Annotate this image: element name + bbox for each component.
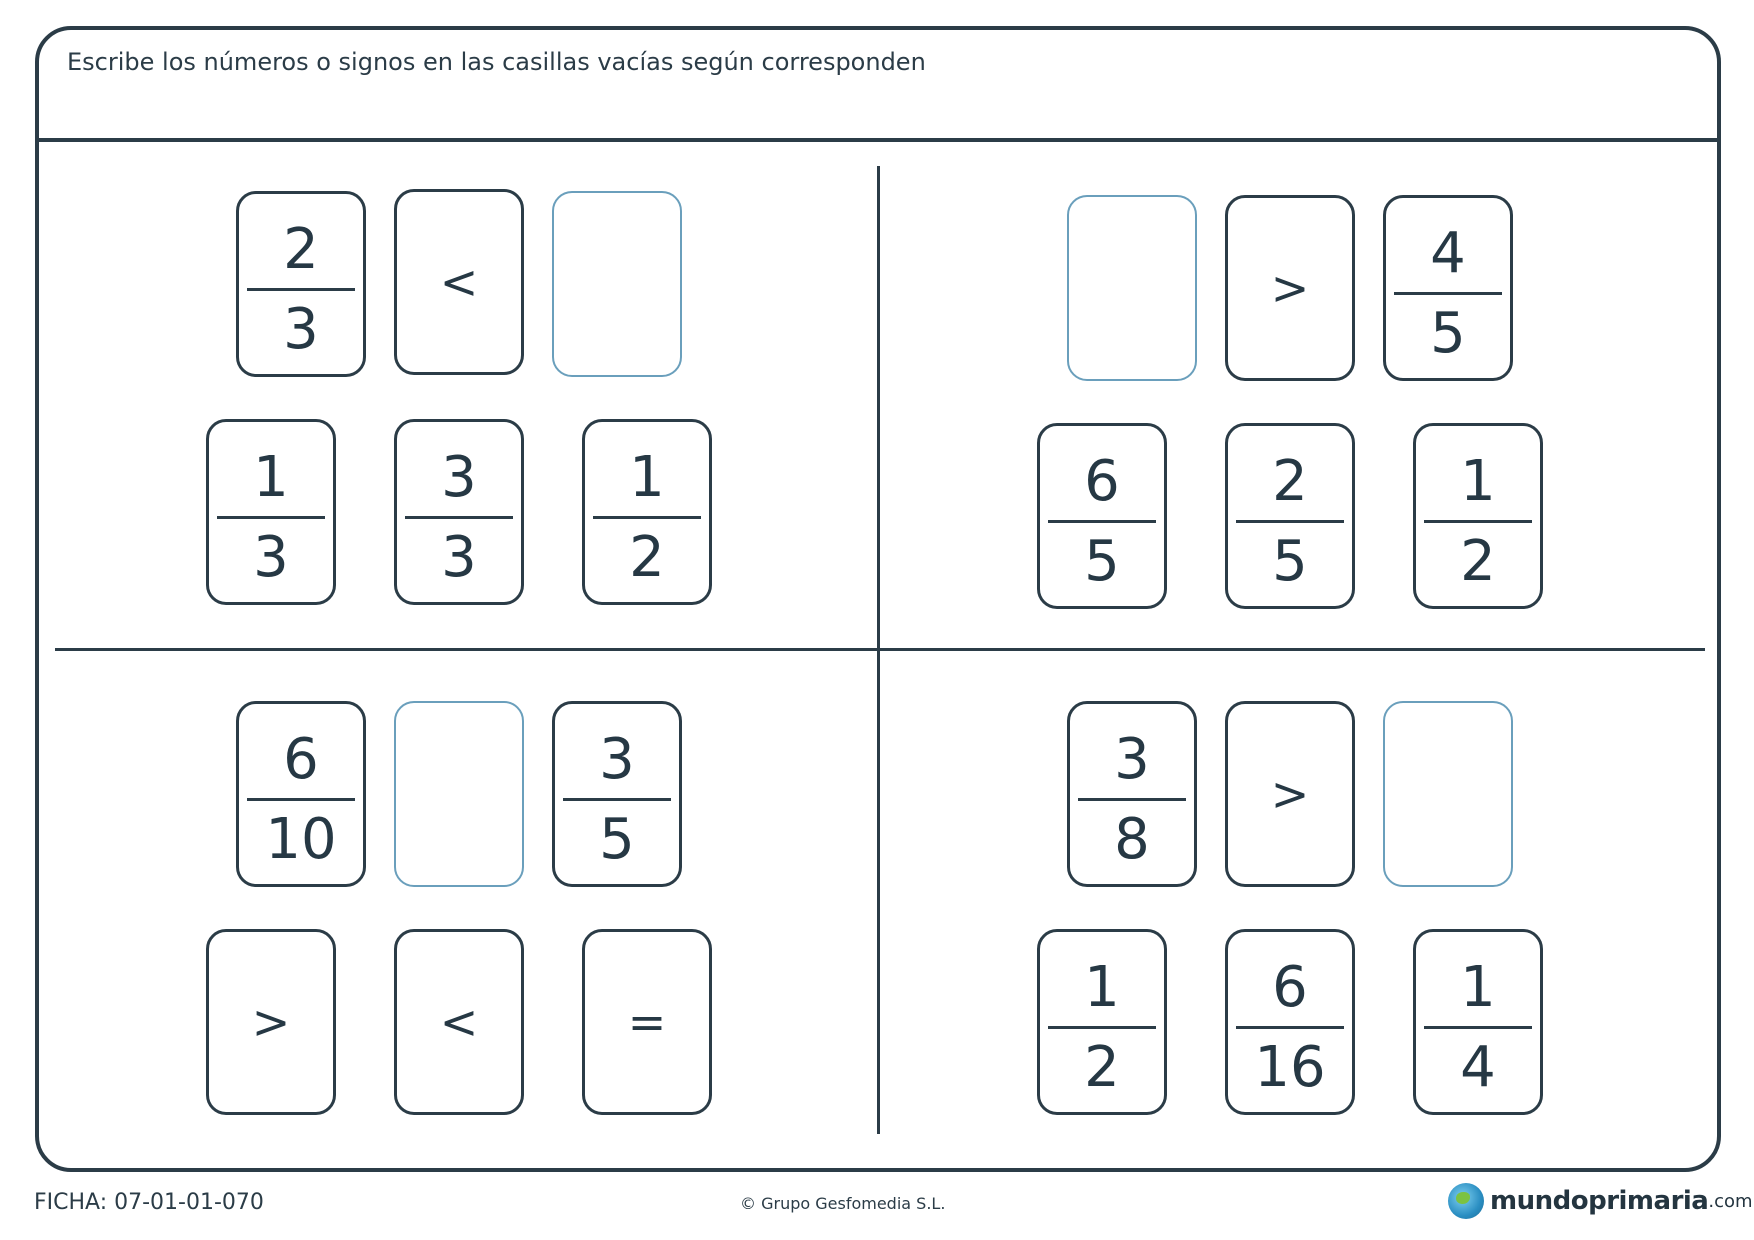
- problem-card: [236, 701, 366, 887]
- fraction-bar: [1424, 1026, 1532, 1029]
- option-card: [1225, 423, 1355, 609]
- numerator: 3: [599, 727, 635, 792]
- denominator: 3: [253, 525, 289, 590]
- comparison-sign: <: [439, 995, 479, 1049]
- problem-card: [552, 701, 682, 887]
- answer-box[interactable]: [1067, 195, 1197, 381]
- problem-card: [1383, 195, 1513, 381]
- denominator: 5: [1272, 529, 1308, 594]
- fraction-bar: [1078, 798, 1186, 801]
- worksheet-code: FICHA: 07-01-01-070: [34, 1190, 264, 1215]
- fraction-bar: [563, 798, 671, 801]
- denominator: 10: [265, 807, 337, 872]
- denominator: 5: [599, 807, 635, 872]
- fraction-bar: [405, 516, 513, 519]
- answer-box[interactable]: [1383, 701, 1513, 887]
- fraction-bar: [1424, 520, 1532, 523]
- numerator: 3: [441, 445, 477, 510]
- option-card: [206, 419, 336, 605]
- brand-tld: .com: [1708, 1190, 1753, 1212]
- problem-card: [394, 189, 524, 375]
- option-card: [1413, 423, 1543, 609]
- fraction-bar: [247, 798, 355, 801]
- answer-box[interactable]: [394, 701, 524, 887]
- fraction-bar: [593, 516, 701, 519]
- numerator: 1: [253, 445, 289, 510]
- globe-icon: [1448, 1183, 1484, 1219]
- numerator: 2: [1272, 449, 1308, 514]
- numerator: 1: [1460, 449, 1496, 514]
- option-card: [1037, 423, 1167, 609]
- denominator: 4: [1460, 1035, 1496, 1100]
- fraction-bar: [1236, 1026, 1344, 1029]
- fraction-bar: [247, 288, 355, 291]
- problem-card: [236, 191, 366, 377]
- denominator: 5: [1084, 529, 1120, 594]
- option-card: [1225, 929, 1355, 1115]
- quadrant-divider-horizontal: [55, 648, 1705, 651]
- fraction-bar: [1048, 1026, 1156, 1029]
- numerator: 2: [283, 217, 319, 282]
- numerator: 4: [1430, 221, 1466, 286]
- numerator: 6: [1272, 955, 1308, 1020]
- fraction-bar: [1236, 520, 1344, 523]
- numerator: 6: [283, 727, 319, 792]
- instruction-text: Escribe los números o signos en las casillas vacías según corresponden: [67, 48, 926, 76]
- instruction-band: [39, 30, 1717, 142]
- comparison-sign: >: [1270, 767, 1310, 821]
- option-card: [394, 419, 524, 605]
- denominator: 5: [1430, 301, 1466, 366]
- fraction-bar: [1394, 292, 1502, 295]
- numerator: 1: [1460, 955, 1496, 1020]
- denominator: 16: [1254, 1035, 1326, 1100]
- brand-logo[interactable]: [1448, 1183, 1753, 1219]
- option-card: [206, 929, 336, 1115]
- fraction-bar: [1048, 520, 1156, 523]
- denominator: 2: [629, 525, 665, 590]
- denominator: 8: [1114, 807, 1150, 872]
- denominator: 3: [441, 525, 477, 590]
- fraction-bar: [217, 516, 325, 519]
- copyright-text: © Grupo Gesfomedia S.L.: [740, 1194, 946, 1213]
- option-card: [1037, 929, 1167, 1115]
- problem-card: [1067, 701, 1197, 887]
- problem-card: [1225, 701, 1355, 887]
- numerator: 6: [1084, 449, 1120, 514]
- comparison-sign: >: [1270, 261, 1310, 315]
- comparison-sign: =: [627, 995, 667, 1049]
- problem-card: [1225, 195, 1355, 381]
- brand-name: mundoprimaria: [1490, 1186, 1709, 1216]
- option-card: [1413, 929, 1543, 1115]
- option-card: [582, 419, 712, 605]
- denominator: 2: [1084, 1035, 1120, 1100]
- comparison-sign: <: [439, 255, 479, 309]
- denominator: 2: [1460, 529, 1496, 594]
- answer-box[interactable]: [552, 191, 682, 377]
- option-card: [394, 929, 524, 1115]
- numerator: 3: [1114, 727, 1150, 792]
- denominator: 3: [283, 297, 319, 362]
- numerator: 1: [1084, 955, 1120, 1020]
- comparison-sign: >: [251, 995, 291, 1049]
- option-card: [582, 929, 712, 1115]
- numerator: 1: [629, 445, 665, 510]
